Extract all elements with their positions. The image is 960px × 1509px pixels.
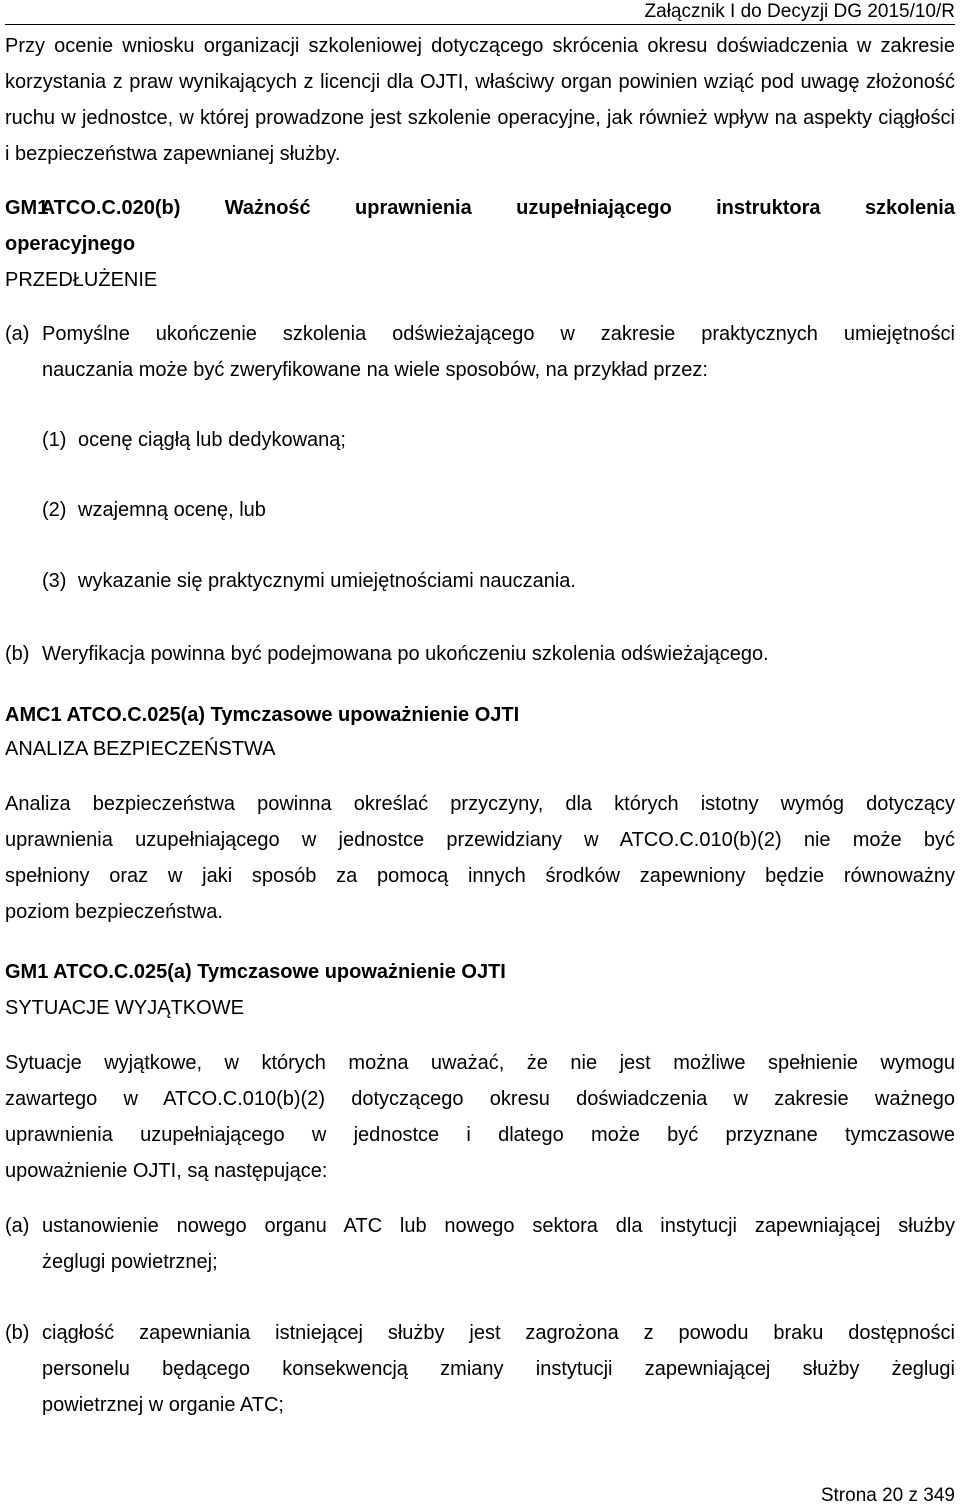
item-label: (b) [5,1322,30,1344]
section-subheading: PRZEDŁUŻENIE [5,269,158,291]
amc1-025-heading: AMC1 ATCO.C.025(a) Tymczasowe upoważnienie OJTI [5,704,520,726]
item-a-line: nauczania może być zweryfikowane na wiele sposobów, na przykład przez: [42,359,708,381]
paragraph-line: poziom bezpieczeństwa. [5,901,223,923]
item-b-text: Weryfikacja powinna być podejmowana po ukończeniu szkolenia odświeżającego. [42,643,769,665]
heading-word: GM1 [5,197,49,219]
paragraph-line: upoważnienie OJTI, są następujące: [5,1160,328,1182]
heading-continuation: operacyjnego [5,233,136,255]
heading-word: Ważność [224,197,311,219]
gm1-020-heading [5,190,955,298]
item-a-line: żeglugi powietrznej; [42,1251,218,1273]
subitem-label: (3) [42,570,67,592]
item-a-line: Pomyślne ukończenie szkolenia odświeżającego w zakresie praktycznych umiejętności [42,323,955,345]
subitem-label: (1) [42,429,67,451]
item-label: (a) [5,1215,30,1237]
heading-word: szkolenia [864,197,955,219]
paragraph-line: zawartego w ATCO.C.010(b)(2) dotyczącego okresu doświadczenia w zakresie ważnego [5,1088,955,1110]
item-a-line: ustanowienie nowego organu ATC lub nowego sektora dla instytucji zapewniającej służby [42,1215,955,1237]
paragraph-line: uprawnienia uzupełniającego w jednostce przewidziany w ATCO.C.010(b)(2) nie może być [5,829,955,851]
item-b-line: personelu będącego konsekwencją zmiany instytucji zapewniającej służby żeglugi [42,1358,955,1380]
item-b-line: powietrznej w organie ATC; [42,1394,284,1416]
heading-word: instruktora [716,197,821,219]
subitem-label: (2) [42,499,67,521]
paragraph-line: Sytuacje wyjątkowe, w których można uważać, że nie jest możliwe spełnienie wymogu [5,1052,955,1074]
section-subheading: ANALIZA BEZPIECZEŃSTWA [5,738,276,760]
page-number: Strona 20 z 349 [820,1485,955,1506]
paragraph-line: Analiza bezpieczeństwa powinna określać przyczyny, dla których istotny wymóg dotyczący [5,793,955,815]
subitem-text: wykazanie się praktycznymi umiejętnościami nauczania. [78,570,576,592]
header-rule [5,24,955,25]
heading-word: uzupełniającego [516,197,672,219]
item-b-line: ciągłość zapewniania istniejącej służby jest zagrożona z powodu braku dostępności [42,1322,955,1344]
subitem-text: ocenę ciągłą lub dedykowaną; [78,429,346,451]
header-reference: Załącznik I do Decyzji DG 2015/10/R [644,1,955,22]
gm1-025-heading: GM1 ATCO.C.025(a) Tymczasowe upoważnienie OJTI [5,961,506,983]
subitem-text: wzajemną ocenę, lub [78,499,266,521]
heading-word: uprawnienia [355,197,472,219]
heading-word: ATCO.C.020(b) [40,197,181,219]
item-label: (a) [5,323,30,345]
intro-paragraph: Przy ocenie wniosku organizacji szkoleniowej dotyczącego skrócenia okresu doświadczenia w zakresie korzystania z praw wynikających z licencji dla OJTI, właściwy organ powinien wziąć pod uwagę złożoność ruchu w jednostce, w której prowadzone jest szkolenie operacyjne, jak również wpływ na aspekty ciągłości i bezpieczeństwa zapewnianej służby. [5,35,955,165]
paragraph-line: spełniony oraz w jaki sposób za pomocą innych środków zapewniony będzie równoważny [5,865,955,887]
section-subheading: SYTUACJE WYJĄTKOWE [5,997,244,1019]
item-label: (b) [5,643,30,665]
paragraph-line: uprawnienia uzupełniającego w jednostce i dlatego może być przyznane tymczasowe [5,1124,955,1146]
